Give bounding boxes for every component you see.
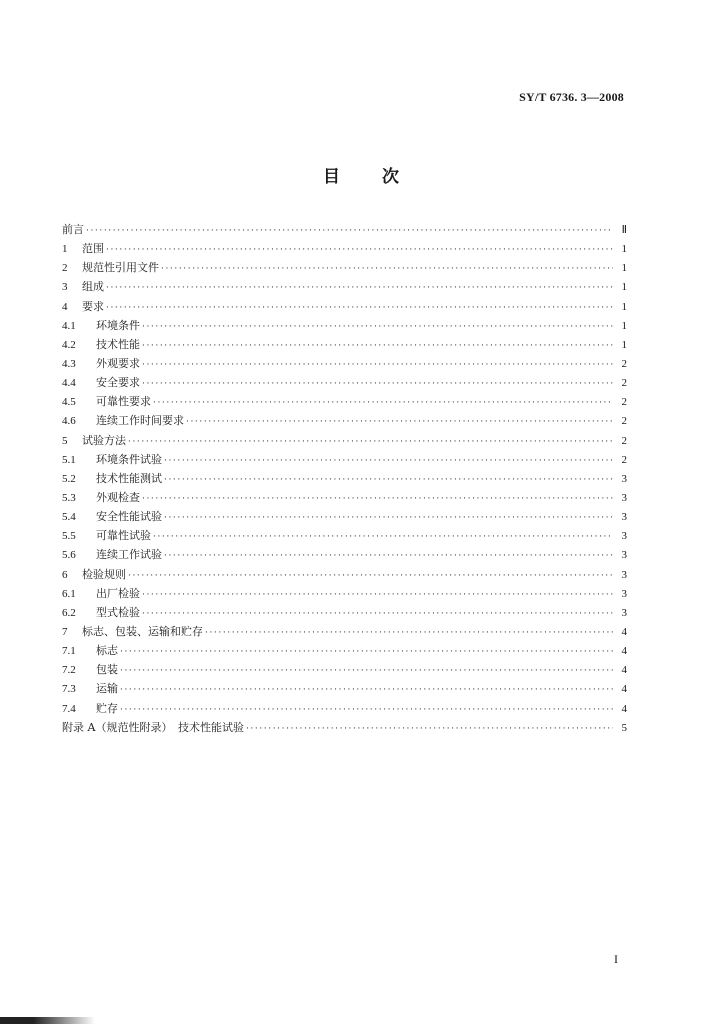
toc-entry-page: 2 [621, 396, 627, 409]
toc-entry-number: 1 [62, 243, 68, 256]
toc-entry[interactable] [62, 565, 627, 584]
toc-entry-page: 2 [621, 357, 627, 370]
toc-leader-dots [153, 528, 613, 547]
toc-leader-dots [142, 356, 613, 375]
toc-entry-number: 4.4 [62, 377, 76, 390]
toc-entry-page: 2 [621, 415, 627, 428]
toc-leader-dots [120, 681, 613, 700]
toc-entry-number: 5.2 [62, 472, 76, 485]
toc-entry[interactable] [62, 660, 627, 679]
toc-leader-dots [142, 337, 613, 356]
toc-leader-dots [142, 375, 613, 394]
toc-entry-page: 2 [621, 453, 627, 466]
toc-entry-page: 3 [621, 568, 627, 581]
toc-entry[interactable] [62, 277, 627, 296]
toc-entry-number: 5 [62, 434, 68, 447]
toc-leader-dots [164, 471, 613, 490]
toc-leader-dots [120, 662, 613, 681]
toc-leader-dots [120, 643, 613, 662]
toc-entry-label: 组成 [82, 280, 104, 294]
toc-leader-dots [164, 452, 613, 471]
toc-entry-label: 外观要求 [96, 356, 140, 370]
toc-entry[interactable] [62, 718, 627, 737]
toc-entry[interactable] [62, 335, 627, 354]
toc-leader-dots [186, 413, 613, 432]
toc-entry-page: 3 [621, 511, 627, 524]
toc-entry[interactable] [62, 316, 627, 335]
toc-leader-dots [106, 299, 613, 318]
toc-entry-number: 5.3 [62, 491, 76, 504]
toc-entry[interactable] [62, 488, 627, 507]
toc-entry-number: 5.5 [62, 530, 76, 543]
toc-entry-number: 4.5 [62, 396, 76, 409]
toc-entry-page: 1 [621, 338, 627, 351]
toc-entry-number: 4.1 [62, 319, 76, 332]
toc-entry-label: 贮存 [96, 701, 118, 715]
toc-entry-label: 规范性引用文件 [82, 261, 159, 275]
toc-entry-label: 附录 A（规范性附录） 技术性能试验 [62, 720, 244, 734]
toc-entry-page: 3 [621, 472, 627, 485]
toc-entry[interactable] [62, 239, 627, 258]
page-number: I [614, 952, 618, 966]
toc-entry[interactable] [62, 699, 627, 718]
toc-leader-dots [161, 260, 613, 279]
toc-entry[interactable] [62, 622, 627, 641]
toc-entry-page: 3 [621, 606, 627, 619]
toc-leader-dots [246, 720, 613, 739]
toc-entry-number: 7.4 [62, 702, 76, 715]
toc-entry-page: 3 [621, 587, 627, 600]
toc-entry[interactable] [62, 411, 627, 430]
scan-edge-mark [0, 1017, 95, 1024]
toc-entry[interactable] [62, 469, 627, 488]
toc-entry-label: 安全要求 [96, 376, 140, 390]
toc-entry-page: 3 [621, 549, 627, 562]
toc-leader-dots [142, 605, 613, 624]
toc-entry[interactable] [62, 392, 627, 411]
toc-entry[interactable] [62, 679, 627, 698]
toc-entry-page: 4 [621, 645, 627, 658]
toc-leader-dots [142, 318, 613, 337]
toc-entry-number: 3 [62, 281, 68, 294]
toc-entry[interactable] [62, 526, 627, 545]
toc-entry-label: 标志 [96, 644, 118, 658]
toc-leader-dots [142, 490, 613, 509]
toc-entry-label: 运输 [96, 682, 118, 696]
toc-entry-label: 要求 [82, 299, 104, 313]
toc-leader-dots [128, 433, 613, 452]
toc-entry-page: 2 [621, 377, 627, 390]
toc-leader-dots [128, 567, 613, 586]
toc-entry-label: 环境条件试验 [96, 452, 162, 466]
toc-entry-number: 6 [62, 568, 68, 581]
page-title-char: 次 [382, 167, 399, 187]
toc-entry[interactable] [62, 297, 627, 316]
toc-entry[interactable] [62, 431, 627, 450]
toc-entry-page: 2 [621, 434, 627, 447]
toc-entry-label: 包装 [96, 663, 118, 677]
toc-entry-label: 连续工作时间要求 [96, 414, 184, 428]
toc-entry[interactable] [62, 545, 627, 564]
toc-entry-page: 4 [621, 625, 627, 638]
toc-entry-page: 1 [621, 300, 627, 313]
toc-entry-number: 6.1 [62, 587, 76, 600]
toc-entry-number: 4 [62, 300, 68, 313]
toc-entry-number: 7.3 [62, 683, 76, 696]
toc-entry-number: 4.2 [62, 338, 76, 351]
toc-entry-page: 4 [621, 664, 627, 677]
toc-entry-number: 6.2 [62, 606, 76, 619]
toc-entry[interactable] [62, 641, 627, 660]
toc-entry-label: 范围 [82, 242, 104, 256]
toc-leader-dots [164, 509, 613, 528]
standard-number: SY/T 6736. 3—2008 [519, 90, 624, 104]
toc-entry-page: 1 [621, 262, 627, 275]
toc-entry-page: 1 [621, 243, 627, 256]
toc-entry-page: 5 [621, 721, 627, 734]
toc-entry-page: 3 [621, 530, 627, 543]
toc-entry[interactable] [62, 354, 627, 373]
toc-entry-label: 试验方法 [82, 433, 126, 447]
toc-leader-dots [106, 279, 613, 298]
toc-leader-dots [205, 624, 613, 643]
toc-entry-number: 5.4 [62, 511, 76, 524]
toc-entry-label: 可靠性试验 [96, 529, 151, 543]
toc-entry[interactable] [62, 450, 627, 469]
toc-entry-number: 5.1 [62, 453, 76, 466]
toc-entry-label: 可靠性要求 [96, 395, 151, 409]
table-of-contents [62, 220, 627, 737]
toc-entry-label: 技术性能 [96, 337, 140, 351]
toc-entry[interactable] [62, 584, 627, 603]
page-title [0, 162, 722, 187]
toc-entry-number: 5.6 [62, 549, 76, 562]
toc-entry-page: 4 [621, 683, 627, 696]
toc-entry-page: 3 [621, 491, 627, 504]
toc-entry-number: 4.3 [62, 357, 76, 370]
toc-entry-number: 2 [62, 262, 68, 275]
toc-entry-label: 检验规则 [82, 567, 126, 581]
toc-entry-number: 7 [62, 625, 68, 638]
toc-entry-label: 出厂检验 [96, 586, 140, 600]
toc-leader-dots [142, 586, 613, 605]
toc-entry-label: 环境条件 [96, 318, 140, 332]
toc-entry[interactable] [62, 603, 627, 622]
toc-leader-dots [86, 222, 613, 241]
toc-entry-label: 前言 [62, 223, 84, 236]
toc-entry-number: 4.6 [62, 415, 76, 428]
toc-entry-number: 7.2 [62, 664, 76, 677]
toc-entry-page: 1 [621, 319, 627, 332]
toc-entry-label: 安全性能试验 [96, 510, 162, 524]
toc-leader-dots [153, 394, 613, 413]
page-title-char: 目 [323, 167, 340, 187]
toc-entry[interactable] [62, 258, 627, 277]
toc-entry-page: 1 [621, 281, 627, 294]
toc-entry-label: 型式检验 [96, 605, 140, 619]
toc-entry[interactable] [62, 507, 627, 526]
toc-entry[interactable] [62, 220, 627, 239]
toc-leader-dots [120, 701, 613, 720]
toc-entry-label: 技术性能测试 [96, 471, 162, 485]
toc-entry-label: 外观检查 [96, 490, 140, 504]
toc-entry-label: 连续工作试验 [96, 548, 162, 562]
toc-entry[interactable] [62, 373, 627, 392]
toc-entry-label: 标志、包装、运输和贮存 [82, 624, 203, 638]
toc-entry-number: 7.1 [62, 645, 76, 658]
toc-entry-page: 4 [621, 702, 627, 715]
toc-leader-dots [106, 241, 613, 260]
toc-entry-page: Ⅱ [621, 224, 627, 236]
toc-leader-dots [164, 547, 613, 566]
